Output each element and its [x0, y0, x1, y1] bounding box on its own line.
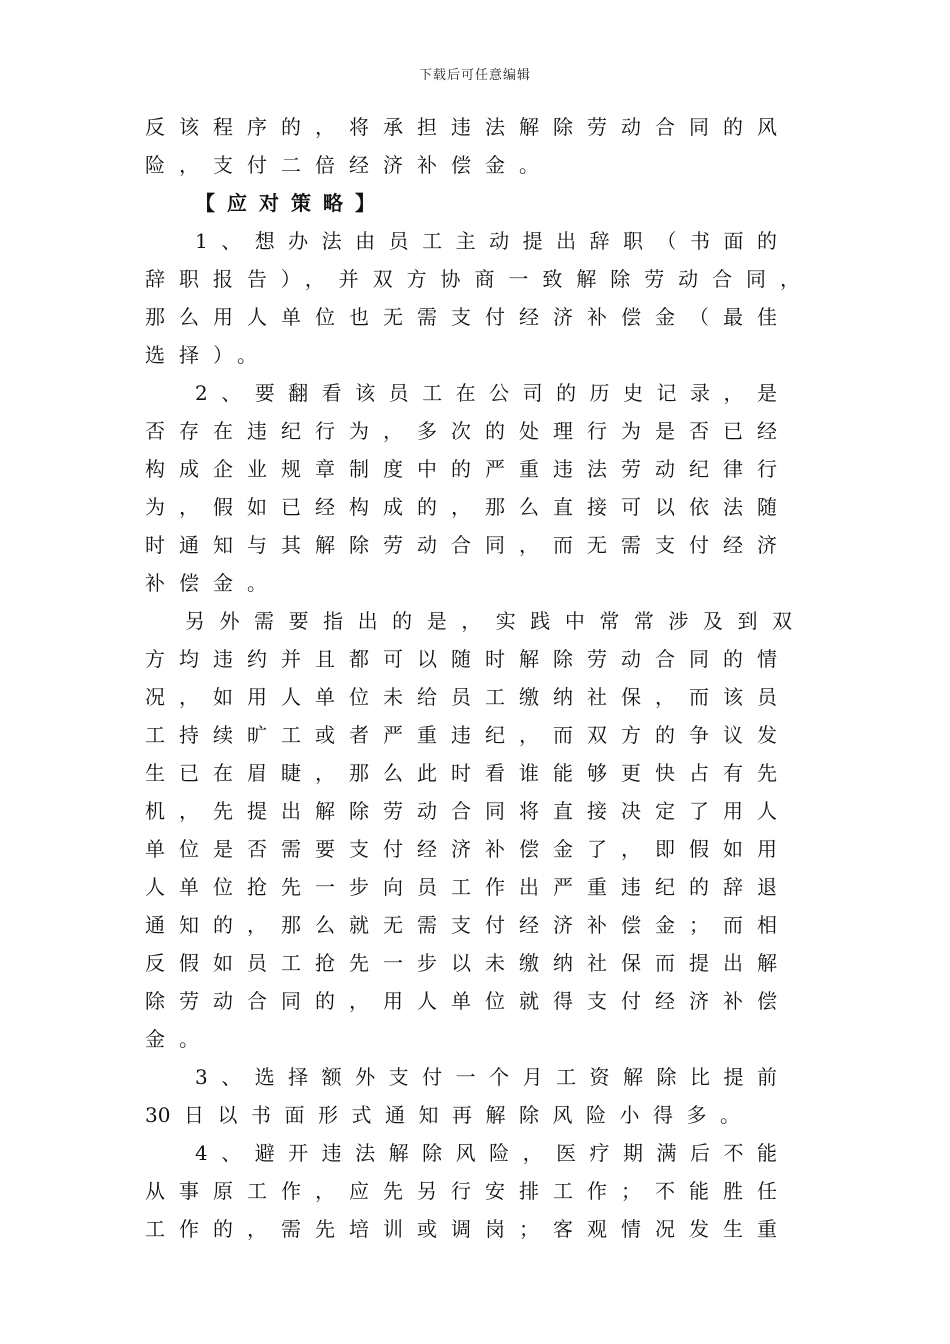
text-line: 否存在违纪行为，多次的处理行为是否已经: [145, 419, 777, 443]
text-line: 生已在眉睫，那么此时看谁能够更快占有先: [145, 761, 777, 785]
text-line: 工作的，需先培训或调岗；客观情况发生重: [145, 1217, 777, 1241]
text-line: 时通知与其解除劳动合同，而无需支付经济: [145, 533, 777, 557]
text-line: 2、要翻看该员工在公司的历史记录，是: [195, 381, 777, 405]
document-body: [145, 108, 805, 1248]
page-header: 下载后可任意编辑: [418, 68, 531, 83]
text-line: 反该程序的，将承担违法解除劳动合同的风: [145, 115, 777, 139]
text-line: 工持续旷工或者严重违纪，而双方的争议发: [145, 723, 777, 747]
text-line: 30日以书面形式通知再解除风险小得多。: [145, 1103, 740, 1127]
section-heading: 【应对策略】: [195, 191, 387, 215]
text-line: 通知的，那么就无需支付经济补偿金；而相: [145, 913, 777, 937]
text-line: 另外需要指出的是，实践中常常涉及到双: [185, 609, 792, 633]
text-line: 为，假如已经构成的，那么直接可以依法随: [145, 495, 777, 519]
text-line: 险，支付二倍经济补偿金。: [145, 153, 553, 177]
text-line: 3、选择额外支付一个月工资解除比提前: [195, 1065, 777, 1089]
text-line: 补偿金。: [145, 571, 281, 595]
text-line: 那么用人单位也无需支付经济补偿金（最佳: [145, 305, 777, 329]
text-line: 从事原工作，应先另行安排工作；不能胜任: [145, 1179, 777, 1203]
text-line: 方均违约并且都可以随时解除劳动合同的情: [145, 647, 777, 671]
text-line: 单位是否需要支付经济补偿金了，即假如用: [145, 837, 777, 861]
text-line: 况，如用人单位未给员工缴纳社保，而该员: [145, 685, 777, 709]
text-line: 辞职报告），并双方协商一致解除劳动合同，: [145, 267, 800, 291]
text-line: 构成企业规章制度中的严重违法劳动纪律行: [145, 457, 777, 481]
text-line: 4、避开违法解除风险，医疗期满后不能: [195, 1141, 777, 1165]
text-line: 金。: [145, 1027, 213, 1051]
text-line: 反假如员工抢先一步以未缴纳社保而提出解: [145, 951, 777, 975]
text-line: 1、想办法由员工主动提出辞职（书面的: [195, 229, 777, 253]
text-line: 选择）。: [145, 343, 271, 367]
text-line: 人单位抢先一步向员工作出严重违纪的辞退: [145, 875, 777, 899]
text-line: 机，先提出解除劳动合同将直接决定了用人: [145, 799, 777, 823]
text-line: 除劳动合同的，用人单位就得支付经济补偿: [145, 989, 777, 1013]
